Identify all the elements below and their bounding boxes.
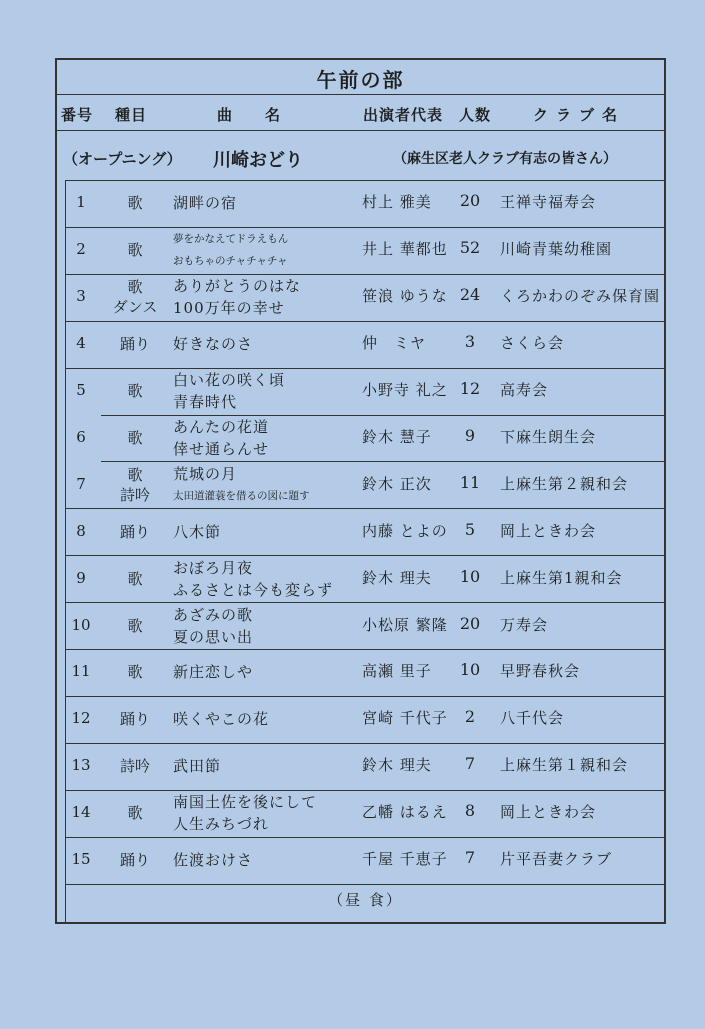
song-title: 白い花の咲く頃 bbox=[173, 371, 286, 390]
song-title: おぼろ月夜 bbox=[173, 558, 254, 577]
row-genre bbox=[105, 803, 165, 823]
row-genre bbox=[105, 428, 165, 448]
row-count: 5 bbox=[464, 519, 476, 539]
row-count: 20 bbox=[459, 191, 481, 211]
genre-label: 歌 bbox=[127, 241, 143, 260]
row-song bbox=[173, 791, 317, 835]
row-number: 9 bbox=[76, 568, 86, 587]
divider bbox=[65, 180, 666, 181]
row-divider bbox=[65, 555, 666, 556]
row-count: 20 bbox=[459, 613, 481, 633]
row-performer: 笹浪 ゆうな bbox=[362, 287, 448, 306]
row-divider bbox=[65, 743, 666, 744]
row-performer: 鈴木 正次 bbox=[362, 474, 432, 493]
row-song bbox=[173, 604, 253, 648]
row-performer: 小松原 繁隆 bbox=[362, 615, 448, 634]
row-count: 8 bbox=[464, 801, 476, 821]
row-club: 高寿会 bbox=[500, 381, 549, 400]
row-club: 上麻生第1親和会 bbox=[500, 568, 623, 587]
row-count: 52 bbox=[459, 238, 481, 258]
row-genre bbox=[105, 850, 165, 870]
song-title: あんたの花道 bbox=[173, 417, 270, 436]
song-title: 新庄恋しや bbox=[173, 663, 254, 682]
genre-label: 歌 bbox=[127, 382, 143, 401]
row-club: くろかわのぞみ保育園 bbox=[500, 287, 661, 306]
row-genre bbox=[105, 381, 165, 401]
row-club: 片平吾妻クラブ bbox=[500, 850, 613, 869]
row-song bbox=[173, 521, 221, 543]
row-divider bbox=[65, 837, 666, 838]
row-club: 上麻生第２親和会 bbox=[500, 474, 629, 493]
song-title: 咲くやこの花 bbox=[173, 710, 270, 729]
row-count: 10 bbox=[459, 660, 481, 680]
row-song bbox=[173, 192, 237, 214]
row-club: 上麻生第１親和会 bbox=[500, 756, 629, 775]
row-number: 6 bbox=[76, 427, 86, 446]
song-title: 八木節 bbox=[173, 522, 222, 541]
program-sheet bbox=[55, 58, 666, 924]
genre-label: 歌 bbox=[127, 428, 143, 447]
row-number: 5 bbox=[76, 381, 86, 400]
genre-label: 歌 bbox=[127, 278, 143, 297]
row-divider bbox=[65, 508, 666, 509]
row-song bbox=[173, 275, 301, 319]
row-performer: 内藤 とよの bbox=[362, 521, 448, 540]
genre-label: 歌 bbox=[127, 663, 143, 682]
song-title: 100万年の幸せ bbox=[173, 299, 285, 318]
genre-label: 歌 bbox=[127, 616, 143, 635]
row-count: 2 bbox=[464, 707, 476, 727]
row-count: 7 bbox=[464, 848, 476, 868]
row-genre bbox=[105, 756, 165, 776]
row-number: 2 bbox=[76, 240, 86, 259]
row-count: 9 bbox=[464, 425, 476, 445]
row-divider bbox=[65, 696, 666, 697]
row-number: 10 bbox=[71, 615, 91, 634]
row-count: 3 bbox=[464, 332, 476, 352]
row-genre bbox=[105, 616, 165, 636]
song-title: 荒城の月 bbox=[173, 464, 238, 483]
row-genre bbox=[105, 240, 165, 260]
lunch-break: （昼 食） bbox=[328, 891, 403, 909]
song-title: ふるさとは今も変らず bbox=[173, 580, 334, 599]
row-number: 7 bbox=[76, 474, 86, 493]
row-performer: 宮崎 千代子 bbox=[362, 709, 448, 728]
song-title: 夢をかなえてドラえもん bbox=[173, 233, 289, 246]
row-performer: 乙幡 はるえ bbox=[362, 803, 448, 822]
row-number: 13 bbox=[71, 756, 91, 775]
row-song bbox=[173, 708, 269, 730]
row-count: 24 bbox=[459, 285, 481, 305]
row-genre bbox=[105, 193, 165, 213]
row-genre bbox=[105, 709, 165, 729]
row-performer: 高瀬 里子 bbox=[362, 662, 432, 681]
row-performer: 鈴木 理夫 bbox=[362, 756, 432, 775]
row-number: 4 bbox=[76, 334, 86, 353]
header-number: 番号 bbox=[61, 106, 94, 124]
row-song bbox=[173, 228, 288, 272]
row-club: 早野春秋会 bbox=[500, 662, 581, 681]
row-number: 8 bbox=[76, 521, 86, 540]
row-performer: 仲 ミヤ bbox=[362, 334, 427, 353]
row-performer: 千屋 千恵子 bbox=[362, 850, 448, 869]
song-title: おもちゃのチャチャチャ bbox=[173, 255, 288, 268]
header-count: 人数 bbox=[459, 106, 492, 124]
row-performer: 井上 華都也 bbox=[362, 240, 448, 259]
song-title: 青春時代 bbox=[173, 393, 238, 412]
row-divider bbox=[65, 227, 666, 228]
row-number: 11 bbox=[71, 662, 91, 681]
row-club: 岡上ときわ会 bbox=[500, 521, 597, 540]
row-genre bbox=[105, 662, 165, 682]
row-count: 11 bbox=[459, 472, 481, 492]
genre-label: 歌 bbox=[127, 569, 143, 588]
row-club: 岡上ときわ会 bbox=[500, 803, 597, 822]
song-title: 佐渡おけさ bbox=[173, 851, 254, 870]
row-club: さくら会 bbox=[500, 334, 565, 353]
row-divider bbox=[65, 368, 666, 369]
song-title: 南国土佐を後にして bbox=[173, 793, 318, 812]
row-divider bbox=[65, 274, 666, 275]
row-club: 王禅寺福寿会 bbox=[500, 193, 597, 212]
row-genre bbox=[105, 334, 165, 354]
program-table bbox=[65, 180, 666, 922]
row-divider bbox=[65, 790, 666, 791]
row-song bbox=[173, 849, 253, 871]
row-count: 7 bbox=[464, 754, 476, 774]
song-title: 太田道灌蓑を借るの図に題す bbox=[173, 489, 310, 502]
header-performer: 出演者代表 bbox=[363, 106, 444, 124]
genre-label: ダンス bbox=[112, 298, 158, 317]
row-number: 14 bbox=[71, 803, 91, 822]
opening-org: （麻生区老人クラブ有志の皆さん） bbox=[393, 151, 617, 167]
song-title: 人生みちづれ bbox=[173, 815, 269, 834]
song-title: あざみの歌 bbox=[173, 605, 254, 624]
divider bbox=[57, 130, 664, 131]
row-divider bbox=[65, 321, 666, 322]
song-title: 倖せ通らんせ bbox=[173, 439, 270, 458]
row-count: 12 bbox=[459, 379, 481, 399]
song-title: 好きなのさ bbox=[173, 335, 254, 354]
row-song bbox=[173, 369, 285, 413]
header-club: クラブ名 bbox=[533, 106, 626, 124]
row-number: 1 bbox=[76, 193, 86, 212]
genre-label: 踊り bbox=[119, 522, 150, 541]
genre-label: 詩吟 bbox=[119, 757, 150, 776]
row-performer: 鈴木 理夫 bbox=[362, 568, 432, 587]
header-song: 曲 名 bbox=[217, 106, 282, 124]
opening-label: （オープニング） bbox=[63, 150, 182, 168]
row-club: 万寿会 bbox=[500, 615, 549, 634]
page-title: 午前の部 bbox=[316, 68, 405, 92]
row-performer: 村上 雅美 bbox=[362, 193, 432, 212]
row-song bbox=[173, 755, 221, 777]
genre-label: 歌 bbox=[127, 804, 143, 823]
row-number: 3 bbox=[76, 287, 86, 306]
row-divider bbox=[65, 602, 666, 603]
row-song bbox=[173, 416, 269, 460]
genre-label: 歌 bbox=[127, 465, 143, 484]
song-title: 夏の思い出 bbox=[173, 627, 254, 646]
song-title: 武田節 bbox=[173, 757, 222, 776]
genre-label: 踊り bbox=[119, 851, 150, 870]
row-song bbox=[173, 557, 333, 601]
row-divider bbox=[65, 649, 666, 650]
row-club: 八千代会 bbox=[500, 709, 565, 728]
row-number: 12 bbox=[71, 709, 91, 728]
header-genre: 種目 bbox=[115, 106, 148, 124]
opening-title: 川崎おどり bbox=[213, 150, 303, 171]
song-title: ありがとうのはな bbox=[173, 277, 302, 296]
row-genre bbox=[105, 522, 165, 542]
row-song bbox=[173, 661, 253, 683]
row-song bbox=[173, 463, 310, 507]
row-count: 10 bbox=[459, 566, 481, 586]
genre-label: 詩吟 bbox=[119, 485, 150, 504]
row-club: 川崎青葉幼稚園 bbox=[500, 240, 613, 259]
row-number: 15 bbox=[71, 850, 91, 869]
song-title: 湖畔の宿 bbox=[173, 194, 238, 213]
row-performer: 鈴木 慧子 bbox=[362, 427, 432, 446]
row-performer: 小野寺 礼之 bbox=[362, 381, 448, 400]
row-genre bbox=[105, 465, 165, 505]
row-genre bbox=[105, 277, 165, 317]
genre-label: 踊り bbox=[119, 710, 150, 729]
genre-label: 歌 bbox=[127, 194, 143, 213]
row-song bbox=[173, 333, 253, 355]
row-genre bbox=[105, 569, 165, 589]
divider bbox=[65, 884, 666, 885]
genre-label: 踊り bbox=[119, 335, 150, 354]
row-club: 下麻生朗生会 bbox=[500, 427, 597, 446]
divider bbox=[57, 94, 664, 95]
